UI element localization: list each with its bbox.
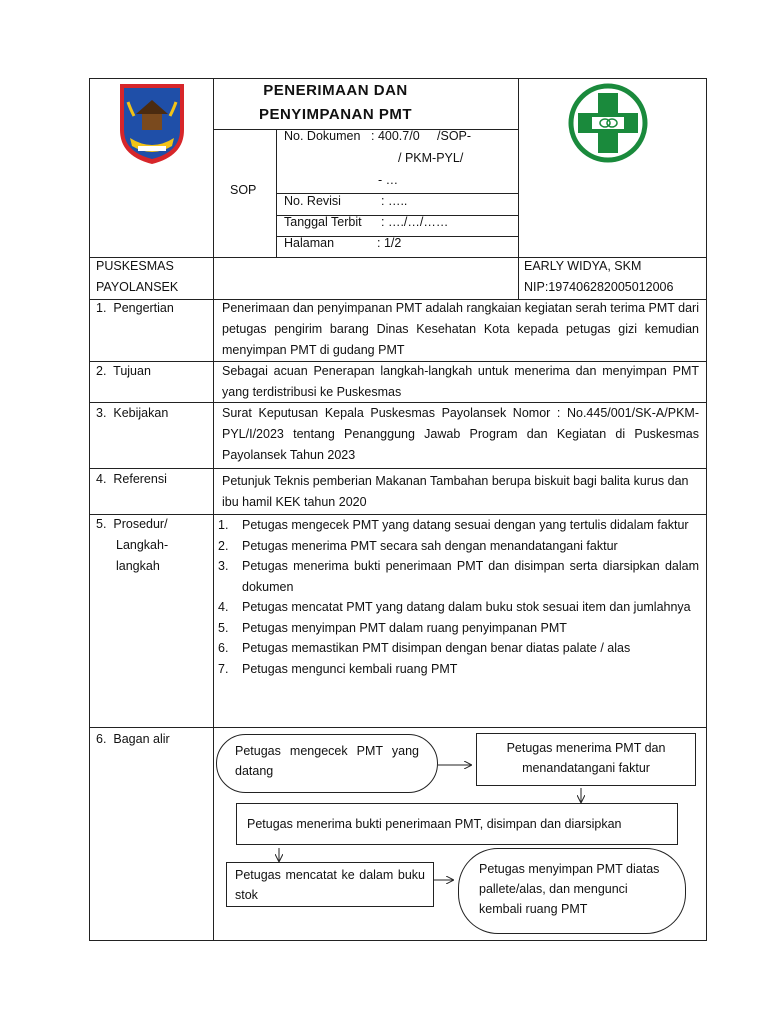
procedure-step: Petugas mengunci kembali ruang PMT (242, 661, 458, 676)
tujuan-label: 2. Tujuan (96, 364, 151, 378)
procedure-step: Petugas memastikan PMT disimpan dengan benar diatas palate / alas (242, 641, 631, 655)
sop-label: SOP (230, 183, 257, 197)
procedure-step: Petugas mencatat PMT yang datang dalam buku stok sesuai item dan jumlahnya (242, 600, 691, 614)
procedure-step: Petugas menerima PMT secara sah dengan menandatangani faktur (242, 538, 618, 553)
page-value: : 1/2 (377, 236, 402, 250)
procedure-step: Petugas menerima bukti penerimaan PMT dan disimpan serta diarsipkan dalam dokumen (242, 559, 699, 594)
doc-no-value-1: : 400.7/0 /SOP- (371, 129, 472, 143)
issued-value: : …./…/…… (381, 215, 449, 229)
prosedur-label-line-3: langkah (116, 559, 160, 573)
org-name-line-1: PUSKESMAS (96, 259, 174, 273)
flow-box-3: Petugas menerima bukti penerimaan PMT, disimpan dan diarsipkan (236, 803, 678, 845)
pengertian-label: 1. Pengertian (96, 301, 174, 315)
issued-label: Tanggal Terbit (284, 215, 362, 229)
flow-box-5: Petugas menyimpan PMT diatas pallete/alas, dan mengunci kembali ruang PMT (458, 848, 686, 934)
prosedur-steps (216, 515, 699, 679)
revision-label: No. Revisi (284, 194, 341, 208)
procedure-step: Petugas menyimpan PMT dalam ruang penyimpanan PMT (242, 620, 567, 635)
org-name (96, 256, 178, 298)
health-ministry-logo (568, 83, 648, 163)
flow-box-4: Petugas mencatat ke dalam buku stok (226, 862, 434, 907)
signer-name: EARLY WIDYA, SKM (524, 259, 642, 273)
referensi-label: 4. Referensi (96, 472, 167, 486)
header-title-bottom (213, 129, 518, 130)
bagan-label: 6. Bagan alir (96, 732, 170, 746)
prosedur-label-line-1: 5. Prosedur/ (96, 517, 168, 531)
referensi-text: Petunjuk Teknis pemberian Makanan Tambahan berupa biskuit bagi balita kurus dan ibu hamil KEK tahun 2020 (222, 474, 689, 509)
doc-no-label: No. Dokumen (284, 129, 361, 143)
revision-value: : ….. (381, 194, 408, 208)
document-title (213, 78, 518, 127)
section-line-3 (89, 468, 707, 469)
signer-nip: NIP:197406282005012006 (524, 280, 674, 294)
pengertian-text: Penerimaan dan penyimpanan PMT adalah rangkaian kegiatan serah terima PMT dari petugas pengirim barang Dinas Kesehatan Kota kepada petugas gizi kemudian menyimpan PMT di gudang PMT (222, 301, 699, 357)
title-line-1: PENERIMAAN DAN (263, 82, 408, 99)
kebijakan-label: 3. Kebijakan (96, 406, 169, 420)
flow-box-2: Petugas menerima PMT dan menandatangani faktur (476, 733, 696, 786)
prosedur-label-line-2: Langkah- (116, 538, 169, 552)
page-label: Halaman (284, 236, 335, 250)
title-line-2: PENYIMPANAN PMT (258, 106, 413, 123)
doc-no-value-2: / PKM-PYL/ (398, 151, 464, 165)
procedure-step: Petugas mengecek PMT yang datang sesuai dengan yang tertulis didalam faktur (242, 518, 689, 532)
org-name-line-2: PAYOLANSEK (96, 280, 179, 294)
tujuan-text: Sebagai acuan Penerapan langkah-langkah untuk menerima dan menyimpan PMT yang terdistribusi ke Puskesmas (222, 364, 699, 399)
kebijakan-text: Surat Keputusan Kepala Puskesmas Payolansek Nomor : No.445/001/SK-A/PKM-PYL/I/2023 tentang Penanggung Jawab Program dan Kegiatan di Puskesmas Payolansek Tahun 2023 (222, 406, 699, 462)
doc-no-value-3: - … (378, 173, 399, 187)
regional-emblem-logo (112, 78, 192, 168)
prosedur-label (96, 514, 168, 577)
flow-box-1: Petugas mengecek PMT yang datang (216, 734, 438, 793)
header-divider-right (518, 78, 519, 300)
signer-block (524, 256, 673, 298)
